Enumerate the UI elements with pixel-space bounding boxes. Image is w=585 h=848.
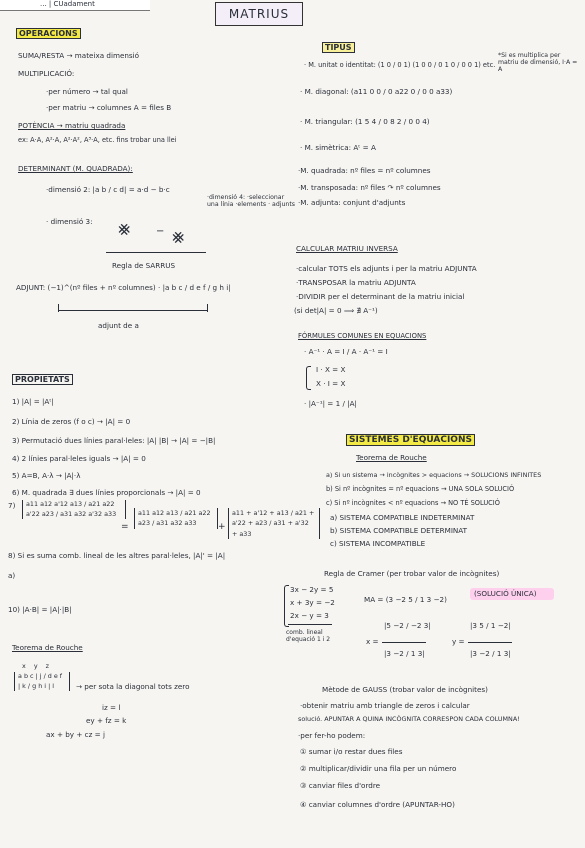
prop-1: 1) |A| = |Aᵗ| (12, 397, 54, 406)
prop-3: 3) Permutació dues línies paral·leles: |A| |B| → |A| = −|B| (12, 436, 216, 445)
sistemes-rouche: Teorema de Rouche (356, 453, 427, 462)
page-title: MATRIUS (215, 2, 303, 26)
cramer-ma: MA = (3 −2 5 / 1 3 −2) (364, 595, 447, 604)
sarrus-label: Regla de SARRUS (112, 261, 176, 270)
inversa-condition: (si det|A| = 0 ⟹ ∄ A⁻¹) (294, 306, 378, 315)
cramer-cross-out (288, 624, 332, 625)
gauss-line-3: ·per fer-ho podem: (298, 731, 366, 740)
suma-resta: SUMA/RESTA → mateixa dimensió (18, 51, 140, 60)
tipus-diagonal: · M. diagonal: (a11 0 0 / 0 a22 0 / 0 0 a33) (300, 87, 453, 96)
operacions-heading: OPERACIONS (16, 28, 81, 39)
inversa-step-1: ·calcular TOTS els adjunts i per la matriu ADJUNTA (296, 264, 477, 273)
inversa-step-3: ·DIVIDIR per el determinant de la matriu inicial (296, 292, 465, 301)
sarrus-underline (106, 252, 206, 253)
sarrus-diagram-1: ⨳ (118, 216, 131, 240)
tipus-transposada: ·M. transposada: nº files ↷ nº columnes (298, 183, 441, 192)
cramer-comb-note: comb. lineal d'equació 1 i 2 (286, 629, 331, 644)
det-dim3: · dimensió 3: (46, 217, 93, 226)
prop7-matrix-1: a11 a12 a'12 a13 / a21 a22 a'22 a23 / a31 a32 a'32 a33 (22, 500, 126, 519)
rouche-eq-1: iz = l (102, 703, 121, 712)
cramer-heading: Regla de Cramer (per trobar valor de incògnites) (324, 569, 500, 578)
rouche-note: → per sota la diagonal tots zero (76, 682, 190, 691)
sistema-type-c: c) SISTEMA INCOMPATIBLE (330, 539, 426, 548)
rouche-matrix: a b c | j / d e f | k / g h i | l (14, 672, 70, 691)
cramer-solucio: (SOLUCIÓ ÚNICA) (474, 589, 537, 598)
cramer-eq-3: 2x − y = 3 (290, 611, 329, 620)
formula-4: · |A⁻¹| = 1 / |A| (304, 399, 357, 408)
formula-2: I · X = X (316, 365, 346, 374)
cramer-x-fraction (382, 642, 426, 643)
gauss-line-1: ·obtenir matriu amb triangle de zeros i calcular (300, 701, 470, 710)
determinant: DETERMINANT (M. QUADRADA): (18, 164, 133, 173)
adjunt-underline (58, 310, 208, 311)
cramer-x-num: |5 −2 / −2 3| (384, 621, 431, 630)
det-dim2: ·dimensió 2: |a b / c d| = a·d − b·c (46, 185, 170, 194)
sarrus-diagram-2: ⨳ (172, 224, 185, 248)
mult-numero: ·per número → tal qual (46, 87, 128, 96)
inversa-step-2: ·TRANSPOSAR la matriu ADJUNTA (296, 278, 416, 287)
prop7-matrix-2: a11 a12 a13 / a21 a22 a23 / a31 a32 a33 (134, 508, 218, 529)
gauss-step-1: ① sumar i/o restar dues files (300, 747, 403, 756)
plus-sign: + (218, 522, 226, 532)
gauss-step-2: ② multiplicar/dividir una fila per un número (300, 764, 457, 773)
prop-8: 8) Si es suma comb. lineal de les altres paral·leles, |A|' = |A| (8, 551, 226, 560)
cramer-y-den: |3 −2 / 1 3| (470, 649, 511, 658)
inversa-heading: CALCULAR MATRIU INVERSA (296, 244, 398, 253)
adjunt-bracket-right (207, 304, 208, 312)
sistemes-case-b: b) Si nº incògnites = nº equacions → UNA SOLA SOLUCIÓ (326, 485, 515, 493)
sistema-type-b: b) SISTEMA COMPATIBLE DETERMINAT (330, 526, 468, 535)
gauss-step-4: ④ canviar columnes d'ordre (APUNTAR-HO) (300, 800, 455, 809)
tipus-triangular: · M. triangular: (1 5 4 / 0 8 2 / 0 0 4) (300, 117, 430, 126)
adjunt-bracket-left (58, 304, 59, 312)
rouche-title-left: Teorema de Rouche (12, 643, 83, 652)
gauss-line-2: solució. APUNTAR A QUINA INCÒGNITA CORRESPON CADA COLUMNA! (298, 715, 520, 723)
formules-heading: FÓRMULES COMUNES EN EQUACIONS (298, 332, 427, 340)
prop-6: 6) M. quadrada ∃ dues línies proporcionals → |A| = 0 (12, 488, 201, 497)
tipus-side-note: *Si es multiplica per matriu de dimensió, I·A = A (498, 52, 578, 74)
cramer-x-label: x = (366, 637, 379, 646)
prop-7: 7) (8, 501, 16, 510)
cramer-y-fraction (468, 642, 512, 643)
top-strip (0, 0, 150, 11)
tipus-heading: TIPUS (322, 42, 355, 53)
cramer-system-brace (284, 585, 289, 627)
cramer-y-num: |3 5 / 1 −2| (470, 621, 511, 630)
prop-4: 4) 2 línies paral·leles iguals → |A| = 0 (12, 454, 146, 463)
rouche-eq-2: ey + fz = k (86, 716, 127, 725)
prop7-matrix-3: a11 + a'12 + a13 / a21 + a'22 + a23 / a31 + a'32 + a33 (228, 508, 320, 539)
potencia: POTÈNCIA → matriu quadrada (18, 121, 126, 130)
rouche-vars: x y z (22, 662, 52, 670)
gauss-heading: Mètode de GAUSS (trobar valor de incògnites) (322, 685, 488, 694)
cramer-x-den: |3 −2 / 1 3| (384, 649, 425, 658)
potencia-example: ex: A·A, A²·A, A²·A², A³·A, etc. fins trobar una llei (18, 136, 177, 144)
tipus-quadrada: ·M. quadrada: nº files = nº columnes (298, 166, 431, 175)
tipus-unitat: · M. unitat o identitat: (1 0 / 0 1) (1 0 0 / 0 1 0 / 0 0 1) etc. (304, 61, 496, 69)
multiplicacio: MULTIPLICACIÓ: (18, 69, 75, 78)
cramer-eq-2: x + 3y = −2 (290, 598, 335, 607)
tipus-simetrica: · M. simètrica: Aᵗ = A (300, 143, 376, 152)
prop-2: 2) Línia de zeros (f o c) → |A| = 0 (12, 417, 131, 426)
gauss-step-3: ③ canviar files d'ordre (300, 781, 381, 790)
prop-10: 10) |A·B| = |A|·|B| (8, 605, 72, 614)
sistema-type-a: a) SISTEMA COMPATIBLE INDETERMINAT (330, 513, 475, 522)
sistemes-heading: SISTEMES D'EQUACIONS (346, 434, 475, 446)
minus-sign: − (156, 226, 165, 237)
adjunt-sub: adjunt de a (98, 321, 139, 330)
prop-a: a) (8, 571, 16, 580)
rouche-eq-3: ax + by + cz = j (46, 730, 105, 739)
propietats-heading: PROPIETATS (12, 374, 73, 385)
equals-sign: = (121, 522, 129, 532)
cramer-y-label: y = (452, 637, 465, 646)
cramer-eq-1: 3x − 2y = 5 (290, 585, 334, 594)
sistemes-case-a: a) Si un sistema → incògnites > equacions → SOLUCIONS INFINITES (326, 471, 542, 479)
tipus-adjunta: ·M. adjunta: conjunt d'adjunts (298, 198, 406, 207)
mult-matriu: ·per matriu → columnes A = files B (46, 103, 172, 112)
sistemes-case-c: c) Si nº incògnites < nº equacions → NO TÉ SOLUCIÓ (326, 499, 500, 507)
formula-brace (306, 366, 311, 390)
adjunt: ADJUNT: (−1)^(nº files + nº columnes) · |a b c / d e f / g h i| (16, 283, 231, 292)
formula-1: · A⁻¹ · A = I / A · A⁻¹ = I (304, 347, 388, 356)
formula-3: X · I = X (316, 379, 346, 388)
prop-5: 5) A=B, A·λ → |A|·λ (12, 471, 81, 480)
top-fragment: ... | CUadament (40, 0, 95, 8)
det-dim4-note: ·dimensió 4: ·seleccionar una línia ·elements · adjunts (207, 194, 295, 209)
